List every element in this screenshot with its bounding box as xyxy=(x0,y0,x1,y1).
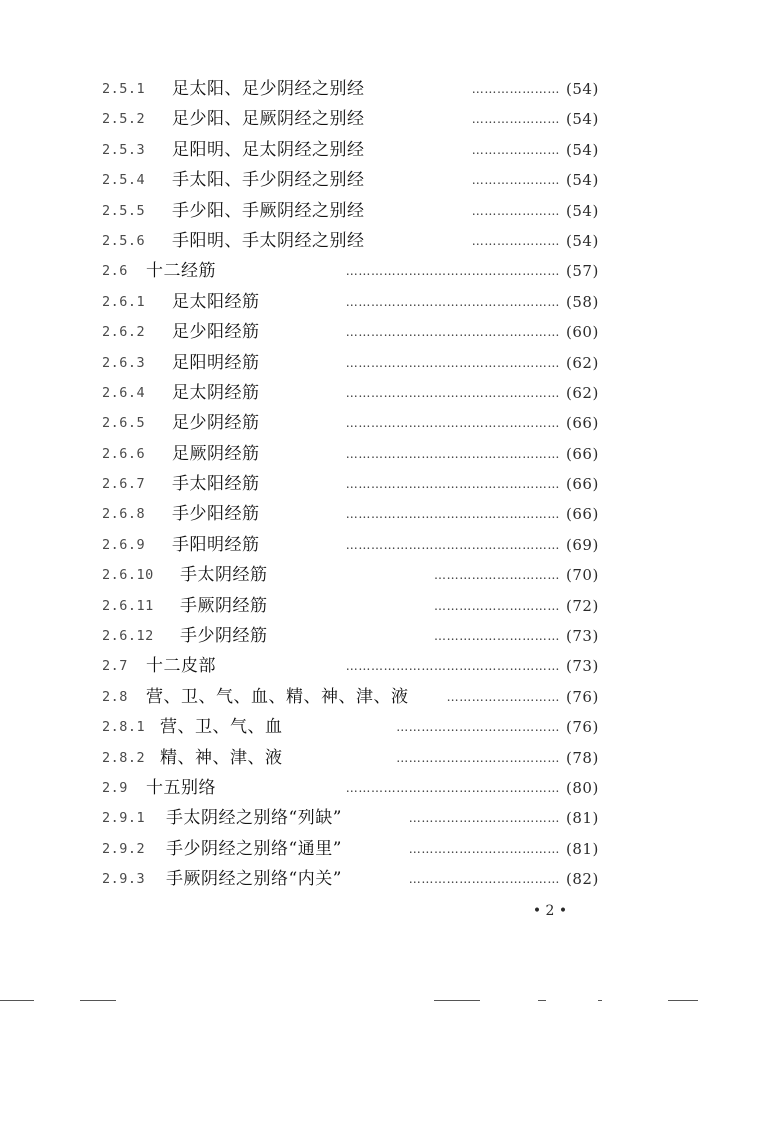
toc-entry-number: 2.6.8 xyxy=(102,506,146,523)
toc-entry-leader: ………………………………… xyxy=(396,750,560,765)
toc-entry-title: 足阳明经筋 xyxy=(172,352,260,373)
toc-entry-page: (76) xyxy=(566,687,599,706)
toc-entry xyxy=(0,499,777,529)
toc-entry xyxy=(0,803,777,833)
toc-entry-title: 手太阴经筋 xyxy=(180,565,268,586)
toc-entry-number: 2.9.1 xyxy=(102,810,146,827)
toc-entry-title: 手阳明经筋 xyxy=(172,534,260,555)
toc-entry-title: 足阳明、足太阴经之别经 xyxy=(172,139,365,160)
toc-entry-leader: …………………………………………… xyxy=(345,446,560,461)
scan-mark-1 xyxy=(0,1000,34,1001)
toc-entry-number: 2.6.10 xyxy=(102,567,154,584)
scan-mark-6 xyxy=(668,1000,698,1001)
toc-entry-number: 2.5.4 xyxy=(102,172,146,189)
toc-entry-title: 手太阳经筋 xyxy=(172,474,260,495)
toc-entry-number: 2.6.2 xyxy=(102,324,146,341)
page-number: • 2 • xyxy=(532,903,568,919)
toc-entry-title: 足太阴经筋 xyxy=(172,382,260,403)
toc-entry-title: 手阳明、手太阴经之别经 xyxy=(172,230,365,251)
toc-entry-page: (57) xyxy=(566,262,599,281)
toc-entry-number: 2.6.1 xyxy=(102,293,146,310)
toc-entry-page: (69) xyxy=(566,535,599,554)
toc-entry-leader: ………………………… xyxy=(434,568,560,583)
toc-entry-number: 2.9.2 xyxy=(102,840,146,857)
toc-entry-page: (66) xyxy=(566,475,599,494)
scan-mark-4 xyxy=(538,1000,546,1001)
toc-entry xyxy=(0,621,777,651)
toc-entry-leader: …………………………………………… xyxy=(345,264,560,279)
toc-entry-number: 2.6.12 xyxy=(102,628,154,645)
scan-mark-5 xyxy=(598,1000,602,1001)
toc-entry xyxy=(0,287,777,317)
toc-entry-page: (76) xyxy=(566,718,599,737)
toc-entry-page: (62) xyxy=(566,383,599,402)
toc-entry-page: (54) xyxy=(566,140,599,159)
toc-entry xyxy=(0,317,777,347)
toc-entry-page: (54) xyxy=(566,80,599,98)
scan-mark-2 xyxy=(80,1000,116,1001)
toc-entry-title: 手太阴经之别络“列缺” xyxy=(166,808,342,829)
toc-entry-page: (78) xyxy=(566,748,599,767)
toc-entry-number: 2.6.9 xyxy=(102,536,146,553)
toc-entry-leader: …………………………………………… xyxy=(345,507,560,522)
toc-entry-leader: ………………… xyxy=(471,233,560,248)
toc-entry-leader: ………………… xyxy=(471,82,560,96)
toc-entry-title: 足太阳、足少阴经之别经 xyxy=(172,79,365,99)
toc-entry-leader: ……………………………… xyxy=(408,841,560,856)
toc-entry-title: 手厥阴经之别络“内关” xyxy=(166,869,342,890)
toc-entry-page: (73) xyxy=(566,657,599,676)
toc-entry-page: (81) xyxy=(566,839,599,858)
toc-entry-page: (54) xyxy=(566,171,599,190)
scan-mark-3 xyxy=(434,1000,480,1001)
toc-entry-page: (54) xyxy=(566,201,599,220)
toc-entry-leader: ……………………………… xyxy=(408,872,560,887)
toc-entry-leader: ………………………… xyxy=(434,629,560,644)
toc-entry-page: (66) xyxy=(566,444,599,463)
toc-entry-page: (81) xyxy=(566,809,599,828)
toc-entry-page: (73) xyxy=(566,627,599,646)
toc-entry-title: 足厥阴经筋 xyxy=(172,443,260,464)
toc-entry xyxy=(0,439,777,469)
toc-entry-leader: …………………………………………… xyxy=(345,325,560,340)
toc-entry-title: 手太阳、手少阴经之别经 xyxy=(172,170,365,191)
toc-entry-leader: ……………………………… xyxy=(408,811,560,826)
toc-entry-leader: ………………… xyxy=(471,142,560,157)
toc-entry-number: 2.5.3 xyxy=(102,141,146,158)
toc-entry-title: 手厥阴经筋 xyxy=(180,595,268,616)
toc-entry-number: 2.5.2 xyxy=(102,111,146,128)
toc-entry xyxy=(0,682,777,712)
toc-entry-number: 2.6.4 xyxy=(102,384,146,401)
toc-entry xyxy=(0,469,777,499)
toc-entry-title: 精、神、津、液 xyxy=(160,747,283,768)
toc-entry-page: (66) xyxy=(566,414,599,433)
toc-entry xyxy=(0,104,777,134)
toc-entry-title: 手少阴经筋 xyxy=(180,626,268,647)
toc-entry-page: (62) xyxy=(566,353,599,372)
toc-entry xyxy=(0,256,777,286)
toc-entry-title: 十二经筋 xyxy=(146,261,216,282)
toc-entry-number: 2.5.1 xyxy=(102,81,146,97)
toc-entry-leader: ………………………… xyxy=(434,598,560,613)
toc-entry xyxy=(0,651,777,681)
toc-entry xyxy=(0,743,777,773)
toc-entry xyxy=(0,348,777,378)
toc-entry xyxy=(0,408,777,438)
toc-entry-number: 2.5.5 xyxy=(102,202,146,219)
toc-entry-title: 手少阳经筋 xyxy=(172,504,260,525)
toc-entry-page: (80) xyxy=(566,778,599,797)
toc-entry-number: 2.6.5 xyxy=(102,415,146,432)
toc-entry-leader: …………………………………………… xyxy=(345,477,560,492)
toc-entry xyxy=(0,530,777,560)
toc-entry-leader: …………………………………………… xyxy=(345,294,560,309)
toc-entry-page: (70) xyxy=(566,566,599,585)
toc-entry-title: 足少阳经筋 xyxy=(172,322,260,343)
toc-entry-title: 足少阴经筋 xyxy=(172,413,260,434)
toc-entry xyxy=(0,591,777,621)
toc-entry-number: 2.5.6 xyxy=(102,232,146,249)
toc-entry-title: 足太阳经筋 xyxy=(172,291,260,312)
toc-entry xyxy=(0,378,777,408)
toc-entry-leader: …………………………………………… xyxy=(345,385,560,400)
toc-entry-page: (66) xyxy=(566,505,599,524)
toc-entry xyxy=(0,196,777,226)
toc-entry-page: (58) xyxy=(566,292,599,311)
toc-entry-title: 十五别络 xyxy=(146,777,216,798)
toc-entry xyxy=(0,773,777,803)
toc-entry xyxy=(0,560,777,590)
toc-entry-number: 2.6.6 xyxy=(102,445,146,462)
toc-entry-number: 2.8.2 xyxy=(102,749,146,766)
table-of-contents xyxy=(0,74,777,895)
toc-entry-number: 2.7 xyxy=(102,658,128,675)
toc-entry xyxy=(0,165,777,195)
toc-entry-leader: ………………… xyxy=(471,203,560,218)
toc-entry-number: 2.8 xyxy=(102,688,128,705)
toc-entry-leader: ………………………………… xyxy=(396,720,560,735)
toc-entry-leader: ………………… xyxy=(471,173,560,188)
toc-entry-page: (54) xyxy=(566,110,599,129)
toc-entry xyxy=(0,834,777,864)
toc-entry-title: 手少阳、手厥阴经之别经 xyxy=(172,200,365,221)
toc-entry-number: 2.8.1 xyxy=(102,719,146,736)
toc-entry-page: (82) xyxy=(566,870,599,889)
toc-entry xyxy=(0,74,777,104)
toc-entry-leader: …………………………………………… xyxy=(345,355,560,370)
toc-entry-number: 2.6.3 xyxy=(102,354,146,371)
toc-entry-title: 足少阳、足厥阴经之别经 xyxy=(172,109,365,130)
toc-entry-leader: …………………………………………… xyxy=(345,537,560,552)
toc-entry-leader: ………………… xyxy=(471,112,560,127)
toc-entry-page: (60) xyxy=(566,323,599,342)
toc-entry-leader: …………………………………………… xyxy=(345,780,560,795)
toc-entry-title: 营、卫、气、血、精、神、津、液 xyxy=(146,686,409,707)
toc-entry-number: 2.9.3 xyxy=(102,871,146,888)
toc-entry-title: 营、卫、气、血 xyxy=(160,717,283,738)
toc-entry-number: 2.6.11 xyxy=(102,597,154,614)
toc-entry xyxy=(0,864,777,894)
toc-entry-leader: …………………………………………… xyxy=(345,659,560,674)
toc-entry xyxy=(0,135,777,165)
toc-entry-number: 2.6.7 xyxy=(102,476,146,493)
toc-entry-title: 十二皮部 xyxy=(146,656,216,677)
toc-entry xyxy=(0,712,777,742)
toc-entry-title: 手少阴经之别络“通里” xyxy=(166,838,342,859)
toc-entry-leader: …………………………………………… xyxy=(345,416,560,431)
toc-entry-leader: ……………………… xyxy=(446,689,560,704)
toc-entry-number: 2.9 xyxy=(102,779,128,796)
toc-entry-page: (72) xyxy=(566,596,599,615)
toc-entry-number: 2.6 xyxy=(102,263,128,280)
toc-entry-page: (54) xyxy=(566,231,599,250)
toc-entry xyxy=(0,226,777,256)
